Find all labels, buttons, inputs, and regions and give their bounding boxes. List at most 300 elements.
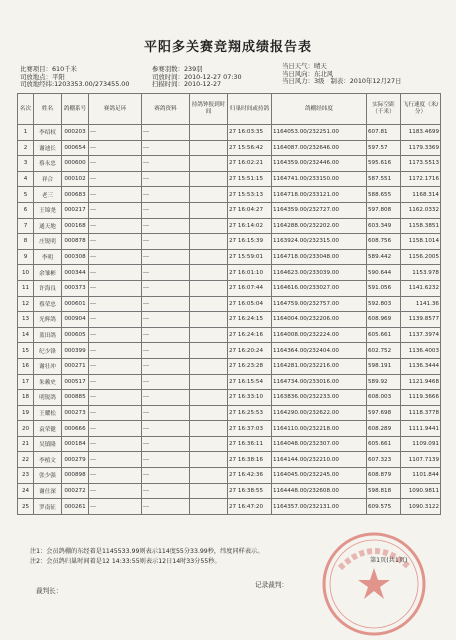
name-cell: 明锐鸽 — [34, 390, 62, 406]
loft-cell: 000373 — [62, 280, 89, 296]
col-report-time: 持鸽钟报到时间 — [190, 94, 228, 125]
distance-cell: 592.803 — [367, 296, 401, 312]
report-cell — [190, 436, 228, 452]
note-1: 注1：会员鸽棚的东经着是1145533.99则表示114度55分33.99秒，纬度同样表示。 — [30, 548, 264, 555]
arrival-cell: 27 16:01:10 — [228, 265, 272, 281]
info-cell: --- — [142, 436, 190, 452]
table-row — [18, 296, 441, 312]
report-cell — [190, 312, 228, 328]
name-cell: 老三 — [34, 187, 62, 203]
coords-cell: 1164448.00/232608.00 — [272, 483, 367, 499]
loft-cell: 000217 — [62, 202, 89, 218]
report-cell — [190, 358, 228, 374]
ring-cell: --- — [89, 234, 142, 250]
report-title: 平阳多关赛竞翔成绩报告表 — [143, 40, 312, 55]
name-cell: 李绍权 — [34, 125, 62, 141]
table-row — [18, 327, 441, 343]
ring-cell: --- — [89, 280, 142, 296]
distance-cell: 589.442 — [367, 249, 401, 265]
report-cell — [190, 327, 228, 343]
speed-cell: 1158.3851 — [401, 218, 441, 234]
col-speed: 飞行速度（米/分） — [401, 94, 441, 125]
info-cell: --- — [142, 390, 190, 406]
rank-cell: 12 — [18, 296, 34, 312]
rank-cell: 1 — [18, 125, 34, 141]
distance-cell: 605.661 — [367, 327, 401, 343]
ring-cell: --- — [89, 374, 142, 390]
report-cell — [190, 374, 228, 390]
arrival-cell: 27 16:20:24 — [228, 343, 272, 359]
table-row — [18, 374, 441, 390]
recorder-label: 记录裁判： — [255, 581, 288, 589]
speed-cell: 1101.844 — [401, 468, 441, 484]
coords-cell: 1164357.00/232131.00 — [272, 499, 367, 515]
info-cell: --- — [142, 156, 190, 172]
results-table — [17, 93, 441, 515]
table-row — [18, 312, 441, 328]
loft-cell: 000102 — [62, 171, 89, 187]
coords-cell: 1164359.00/232446.00 — [272, 156, 367, 172]
ring-cell: --- — [89, 249, 142, 265]
loft-cell: 000605 — [62, 327, 89, 343]
name-cell: 许海良 — [34, 280, 62, 296]
rank-cell: 22 — [18, 452, 34, 468]
info-cell: --- — [142, 499, 190, 515]
info-cell: --- — [142, 280, 190, 296]
name-cell: 罗南征 — [34, 499, 62, 515]
speed-cell: 1158.1014 — [401, 234, 441, 250]
report-cell — [190, 249, 228, 265]
distance-cell: 607.323 — [367, 452, 401, 468]
ring-cell: --- — [89, 125, 142, 141]
distance-cell: 587.551 — [367, 171, 401, 187]
ring-cell: --- — [89, 187, 142, 203]
col-coords: 鸽棚经纬度 — [272, 94, 367, 125]
info-cell: --- — [142, 171, 190, 187]
name-cell: 吴镇隆 — [34, 436, 62, 452]
info-cell: --- — [142, 452, 190, 468]
table-row — [18, 187, 441, 203]
ring-cell: --- — [89, 140, 142, 156]
distance-cell: 597.698 — [367, 405, 401, 421]
coords-cell: 1164741.00/233150.00 — [272, 171, 367, 187]
col-loft: 鸽棚系号 — [62, 94, 89, 125]
report-cell — [190, 265, 228, 281]
distance-cell: 608.003 — [367, 390, 401, 406]
loft-cell: 000168 — [62, 218, 89, 234]
speed-cell: 1168.314 — [401, 187, 441, 203]
meta-left — [20, 66, 129, 89]
coords-cell: 1164004.00/232206.00 — [272, 312, 367, 328]
col-rank: 名次 — [18, 94, 34, 125]
distance-cell: 598.818 — [367, 483, 401, 499]
distance-cell: 608.756 — [367, 234, 401, 250]
name-cell: 朱赖史 — [34, 374, 62, 390]
distance-cell: 597.57 — [367, 140, 401, 156]
rank-cell: 19 — [18, 405, 34, 421]
distance-cell: 598.191 — [367, 358, 401, 374]
distance-cell: 597.808 — [367, 202, 401, 218]
rank-cell: 3 — [18, 156, 34, 172]
name-cell: 通天地 — [34, 218, 62, 234]
col-distance: 实际空距（千米） — [367, 94, 401, 125]
ring-cell: --- — [89, 312, 142, 328]
name-cell: 谢仕深 — [34, 483, 62, 499]
ring-cell: --- — [89, 358, 142, 374]
rank-cell: 4 — [18, 171, 34, 187]
report-cell — [190, 296, 228, 312]
speed-cell: 1162.0332 — [401, 202, 441, 218]
name-cell: 王锦尧 — [34, 202, 62, 218]
table-header-row — [18, 94, 441, 125]
table-row — [18, 171, 441, 187]
col-ring: 赛鸽足环 — [89, 94, 142, 125]
report-cell — [190, 390, 228, 406]
distance-cell: 591.056 — [367, 280, 401, 296]
referee-label: 裁判长： — [36, 587, 63, 595]
coords-cell: 1164364.00/232404.00 — [272, 343, 367, 359]
distance-cell: 602.752 — [367, 343, 401, 359]
loft-cell: 000904 — [62, 312, 89, 328]
speed-cell: 1139.8577 — [401, 312, 441, 328]
coords-cell: 1164616.00/233027.00 — [272, 280, 367, 296]
info-cell: --- — [142, 405, 190, 421]
info-cell: --- — [142, 234, 190, 250]
coords-cell: 1164290.00/232622.00 — [272, 405, 367, 421]
ring-cell: --- — [89, 499, 142, 515]
report-cell — [190, 421, 228, 437]
name-cell: 张少强 — [34, 468, 62, 484]
loft-cell: 000654 — [62, 140, 89, 156]
speed-cell: 1118.3778 — [401, 405, 441, 421]
ring-cell: --- — [89, 436, 142, 452]
release-time: 司放时间：2010-12-27 07:30 — [152, 72, 242, 81]
arrival-cell: 27 16:07:44 — [228, 280, 272, 296]
distance-cell: 588.655 — [367, 187, 401, 203]
distance-cell: 609.575 — [367, 499, 401, 515]
ring-cell: --- — [89, 218, 142, 234]
table-row — [18, 265, 441, 281]
table-row — [18, 125, 441, 141]
coords-cell: 1164053.00/232251.00 — [272, 125, 367, 141]
ring-cell: --- — [89, 171, 142, 187]
table-row — [18, 140, 441, 156]
report-cell — [190, 156, 228, 172]
loft-cell: 000279 — [62, 452, 89, 468]
name-cell: 李明 — [34, 249, 62, 265]
rank-cell: 24 — [18, 483, 34, 499]
meta-right — [282, 63, 401, 86]
table-row — [18, 390, 441, 406]
report-cell — [190, 171, 228, 187]
coords-cell: 1164288.00/232202.00 — [272, 218, 367, 234]
entries-count: 参赛羽数：239羽 — [152, 65, 203, 73]
speed-cell: 1153.978 — [401, 265, 441, 281]
arrival-cell: 27 16:02:21 — [228, 156, 272, 172]
ring-cell: --- — [89, 468, 142, 484]
rank-cell: 6 — [18, 202, 34, 218]
name-cell: 纪少锋 — [34, 343, 62, 359]
info-cell: --- — [142, 125, 190, 141]
arrival-cell: 27 16:42:36 — [228, 468, 272, 484]
release-place: 司放地点：平阳 — [20, 72, 65, 81]
loft-cell: 000399 — [62, 343, 89, 359]
arrival-cell: 27 16:23:28 — [228, 358, 272, 374]
loft-cell: 000273 — [62, 405, 89, 421]
rank-cell: 2 — [18, 140, 34, 156]
loft-cell: 000261 — [62, 499, 89, 515]
distance-cell: 608.289 — [367, 421, 401, 437]
speed-cell: 1107.7139 — [401, 452, 441, 468]
distance-cell: 595.616 — [367, 156, 401, 172]
loft-cell: 000203 — [62, 125, 89, 141]
report-cell — [190, 499, 228, 515]
arrival-cell: 27 16:47:20 — [228, 499, 272, 515]
rank-cell: 23 — [18, 468, 34, 484]
name-cell: 王耀松 — [34, 405, 62, 421]
loft-cell: 000308 — [62, 249, 89, 265]
wind-force-and-date — [282, 78, 401, 86]
arrival-cell: 27 16:37:03 — [228, 421, 272, 437]
arrival-cell: 27 16:33:10 — [228, 390, 272, 406]
info-cell: --- — [142, 312, 190, 328]
report-cell — [190, 234, 228, 250]
info-cell: --- — [142, 421, 190, 437]
arrival-cell: 27 16:38:16 — [228, 452, 272, 468]
speed-cell: 1111.9441 — [401, 421, 441, 437]
table-row — [18, 249, 441, 265]
coords-cell: 1164718.00/233048.00 — [272, 249, 367, 265]
made-date: 制表：2010年12月27日 — [330, 77, 402, 86]
loft-cell: 000601 — [62, 296, 89, 312]
speed-cell: 1183.4699 — [401, 125, 441, 141]
ring-cell: --- — [89, 452, 142, 468]
rank-cell: 8 — [18, 234, 34, 250]
arrival-cell: 27 16:24:15 — [228, 312, 272, 328]
speed-cell: 1109.091 — [401, 436, 441, 452]
table-row — [18, 156, 441, 172]
coords-cell: 1164734.00/233016.00 — [272, 374, 367, 390]
report-cell — [190, 202, 228, 218]
rank-cell: 9 — [18, 249, 34, 265]
speed-cell: 1179.3369 — [401, 140, 441, 156]
release-coords: 司放地经纬:1203353.00/273455.00 — [20, 80, 130, 89]
note-2: 注2：会员鸽归巢时间着是12 14:33:55则表示12日14时33分55秒。 — [30, 558, 221, 565]
info-cell: --- — [142, 202, 190, 218]
distance-cell: 608.879 — [367, 468, 401, 484]
distance-cell: 590.644 — [367, 265, 401, 281]
report-cell — [190, 218, 228, 234]
coords-cell: 1164759.00/232757.00 — [272, 296, 367, 312]
loft-cell: 000898 — [62, 468, 89, 484]
speed-cell: 1121.9468 — [401, 374, 441, 390]
arrival-cell: 27 15:59:01 — [228, 249, 272, 265]
table-row — [18, 218, 441, 234]
report-cell — [190, 187, 228, 203]
arrival-cell: 27 16:03:35 — [228, 125, 272, 141]
report-cell — [190, 483, 228, 499]
info-cell: --- — [142, 140, 190, 156]
table-row — [18, 483, 441, 499]
distance-cell: 603.349 — [367, 218, 401, 234]
info-cell: --- — [142, 265, 190, 281]
speed-cell: 1172.1716 — [401, 171, 441, 187]
rank-cell: 11 — [18, 280, 34, 296]
arrival-cell: 27 16:04:27 — [228, 202, 272, 218]
ring-cell: --- — [89, 483, 142, 499]
info-cell: --- — [142, 358, 190, 374]
info-cell: --- — [142, 343, 190, 359]
coords-cell: 1164623.00/233039.00 — [272, 265, 367, 281]
rank-cell: 25 — [18, 499, 34, 515]
info-cell: --- — [142, 249, 190, 265]
col-arrival: 归巢时间或持鸽 — [228, 94, 272, 125]
ring-cell: --- — [89, 405, 142, 421]
ring-cell: --- — [89, 296, 142, 312]
name-cell: 蓝田鸽 — [34, 327, 62, 343]
wind-direction: 当日风向：东北风 — [282, 69, 334, 78]
rank-cell: 5 — [18, 187, 34, 203]
distance-cell: 607.81 — [367, 125, 401, 141]
ring-cell: --- — [89, 390, 142, 406]
name-cell: 光辉鸽 — [34, 312, 62, 328]
rank-cell: 15 — [18, 343, 34, 359]
report-cell — [190, 343, 228, 359]
arrival-cell: 27 16:25:53 — [228, 405, 272, 421]
rank-cell: 10 — [18, 265, 34, 281]
table-row — [18, 343, 441, 359]
name-cell: 庄锐明 — [34, 234, 62, 250]
info-cell: --- — [142, 468, 190, 484]
loft-cell: 000517 — [62, 374, 89, 390]
loft-cell: 000344 — [62, 265, 89, 281]
speed-cell: 1090.3122 — [401, 499, 441, 515]
race-item: 比赛项目：610千米 — [20, 65, 77, 73]
coords-cell: 1164045.00/232245.00 — [272, 468, 367, 484]
scan-time: 扫描时间：2010-12-27 — [152, 80, 222, 89]
report-cell — [190, 452, 228, 468]
ring-cell: --- — [89, 343, 142, 359]
results-body — [18, 125, 441, 515]
distance-cell: 605.661 — [367, 436, 401, 452]
table-row — [18, 452, 441, 468]
info-cell: --- — [142, 187, 190, 203]
rank-cell: 16 — [18, 358, 34, 374]
distance-cell: 608.969 — [367, 312, 401, 328]
report-cell — [190, 125, 228, 141]
table-row — [18, 358, 441, 374]
ring-cell: --- — [89, 156, 142, 172]
name-cell: 蔡永忠 — [34, 156, 62, 172]
name-cell: 袁荣健 — [34, 421, 62, 437]
coords-cell: 1164008.00/232224.00 — [272, 327, 367, 343]
table-row — [18, 436, 441, 452]
ring-cell: --- — [89, 265, 142, 281]
coords-cell: 1164281.00/232216.00 — [272, 358, 367, 374]
col-name: 姓名 — [34, 94, 62, 125]
speed-cell: 1119.3666 — [401, 390, 441, 406]
coords-cell: 1164359.00/232727.00 — [272, 202, 367, 218]
name-cell: 谢壮冲 — [34, 358, 62, 374]
speed-cell: 1136.4003 — [401, 343, 441, 359]
distance-cell: 589.92 — [367, 374, 401, 390]
meta-middle — [152, 66, 242, 89]
table-row — [18, 499, 441, 515]
arrival-cell: 27 16:36:11 — [228, 436, 272, 452]
loft-cell: 000271 — [62, 358, 89, 374]
speed-cell: 1136.3444 — [401, 358, 441, 374]
ring-cell: --- — [89, 327, 142, 343]
arrival-cell: 27 16:05:04 — [228, 296, 272, 312]
table-row — [18, 234, 441, 250]
speed-cell: 1173.5513 — [401, 156, 441, 172]
name-cell: 祥合 — [34, 171, 62, 187]
loft-cell: 000272 — [62, 483, 89, 499]
coords-cell: 1163836.00/232233.00 — [272, 390, 367, 406]
report-cell — [190, 405, 228, 421]
loft-cell: 000885 — [62, 390, 89, 406]
info-cell: --- — [142, 327, 190, 343]
weather: 当日天气：晴天 — [282, 62, 327, 70]
arrival-cell: 27 16:14:02 — [228, 218, 272, 234]
report-cell — [190, 468, 228, 484]
official-seal-stamp — [318, 528, 430, 640]
report-cell — [190, 280, 228, 296]
loft-cell: 000184 — [62, 436, 89, 452]
loft-cell: 000683 — [62, 187, 89, 203]
table-row — [18, 421, 441, 437]
rank-cell: 18 — [18, 390, 34, 406]
coords-cell: 1164110.00/232218.00 — [272, 421, 367, 437]
loft-cell: 000878 — [62, 234, 89, 250]
table-row — [18, 202, 441, 218]
arrival-cell: 27 16:24:16 — [228, 327, 272, 343]
table-row — [18, 280, 441, 296]
table-row — [18, 405, 441, 421]
table-row — [18, 468, 441, 484]
ring-cell: --- — [89, 202, 142, 218]
speed-cell: 1141.36 — [401, 296, 441, 312]
col-info: 赛鸽资料 — [142, 94, 190, 125]
coords-cell: 1164144.00/232210.00 — [272, 452, 367, 468]
footnotes — [30, 547, 263, 567]
wind-force: 当日风力：3级 — [282, 77, 325, 86]
info-cell: --- — [142, 483, 190, 499]
arrival-cell: 27 16:38:55 — [228, 483, 272, 499]
coords-cell: 1164048.00/232307.00 — [272, 436, 367, 452]
rank-cell: 17 — [18, 374, 34, 390]
ring-cell: --- — [89, 421, 142, 437]
name-cell: 蔡荣忠 — [34, 296, 62, 312]
loft-cell: 000666 — [62, 421, 89, 437]
arrival-cell: 27 15:56:42 — [228, 140, 272, 156]
name-cell: 李植文 — [34, 452, 62, 468]
rank-cell: 14 — [18, 327, 34, 343]
stamp-star-icon — [358, 568, 390, 599]
coords-cell: 1164718.00/233121.00 — [272, 187, 367, 203]
rank-cell: 21 — [18, 436, 34, 452]
arrival-cell: 27 16:15:39 — [228, 234, 272, 250]
report-cell — [190, 140, 228, 156]
speed-cell: 1141.6232 — [401, 280, 441, 296]
name-cell: 谢迪长 — [34, 140, 62, 156]
rank-cell: 13 — [18, 312, 34, 328]
rank-cell: 7 — [18, 218, 34, 234]
speed-cell: 1156.2005 — [401, 249, 441, 265]
page-number: 第1页(共1页) — [370, 557, 408, 564]
coords-cell: 1163924.00/232315.00 — [272, 234, 367, 250]
arrival-cell: 27 16:15:54 — [228, 374, 272, 390]
